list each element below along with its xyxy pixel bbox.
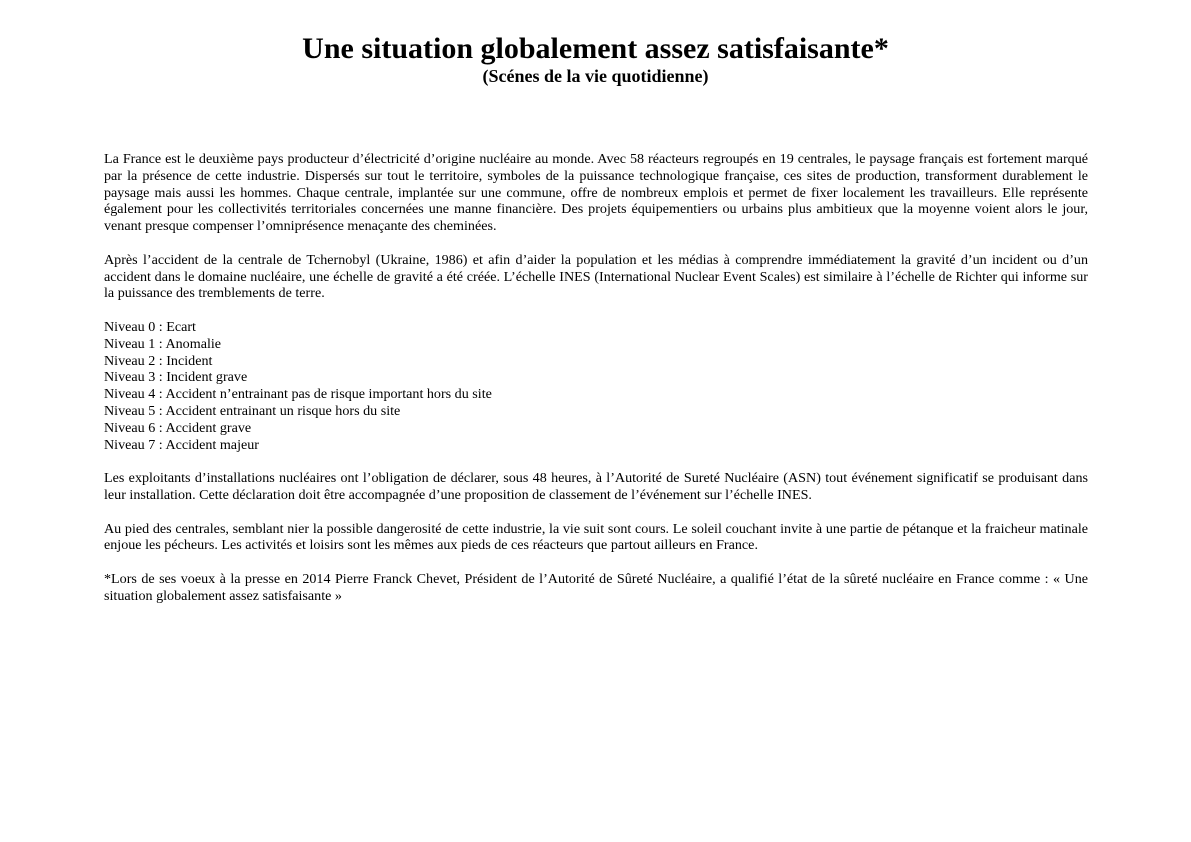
page-subtitle: (Scénes de la vie quotidienne): [482, 66, 709, 86]
ines-level-item: Niveau 3 : Incident grave: [104, 369, 248, 386]
paragraph-daily-life: Au pied des centrales, semblant nier la possible dangerosité de cette industrie, la vie suit sont cours. Le soleil couchant invite à une partie de pétanque et la fraicheur matinale enjoue les pécheurs. Les activités et loisirs sont les mêmes aux pieds de ces réacteurs que partout ailleurs en France.: [104, 520, 1088, 554]
document-body: [104, 151, 1088, 621]
ines-level-item: Niveau 0 : Ecart: [104, 318, 196, 335]
ines-level-item: Niveau 6 : Accident grave: [104, 419, 252, 436]
paragraph-ines: Après l’accident de la centrale de Tchernobyl (Ukraine, 1986) et afin d’aider la population et les médias à comprendre immédiatement la gravité d’un incident ou d’un accident dans le domaine nucléaire, une échelle de gravité a été créée. L’échelle INES (International Nuclear Event Scales) est similaire à l’échelle de Richter qui informe sur la puissance des tremblements de terre.: [104, 251, 1088, 302]
paragraph-intro: La France est le deuxième pays producteur d’électricité d’origine nucléaire au monde. Avec 58 réacteurs regroupés en 19 centrales, le paysage français est fortement marqué par la présence de cette industrie. Dispersés sur tout le territoire, symboles de la puissance technologique française, ces sites de production, transforment durablement le paysage mais aussi les hommes. Chaque centrale, implantée sur une commune, offre de nombreux emplois et permet de fixer localement les travailleurs. Elle représente également pour les collectivités territoriales concernées une manne financière. Des projets équipementiers ou urbains plus ambitieux que la moyenne voient alors le jour, venant presque compenser l’omniprésence menaçante des cheminées.: [104, 151, 1088, 235]
page-title: Une situation globalement assez satisfaisante*: [302, 32, 889, 65]
paragraph-footnote: *Lors de ses voeux à la presse en 2014 Pierre Franck Chevet, Président de l’Autorité de Sûreté Nucléaire, a qualifié l’état de la sûreté nucléaire en France comme : « Une situation globalement assez satisfaisante »: [104, 570, 1088, 604]
ines-level-item: Niveau 5 : Accident entrainant un risque hors du site: [104, 402, 401, 419]
ines-level-item: Niveau 2 : Incident: [104, 352, 213, 369]
ines-level-item: Niveau 7 : Accident majeur: [104, 436, 259, 453]
paragraph-declaration: Les exploitants d’installations nucléaires ont l’obligation de déclarer, sous 48 heures, à l’Autorité de Sureté Nucléaire (ASN) tout événement significatif se produisant dans leur installation. Cette déclaration doit être accompagnée d’une proposition de classement de l’événement sur l’échelle INES.: [104, 470, 1088, 503]
ines-level-item: Niveau 1 : Anomalie: [104, 335, 222, 352]
ines-level-list: [104, 319, 1088, 453]
ines-level-item: Niveau 4 : Accident n’entrainant pas de risque important hors du site: [104, 386, 492, 403]
document-header: [0, 32, 1191, 86]
